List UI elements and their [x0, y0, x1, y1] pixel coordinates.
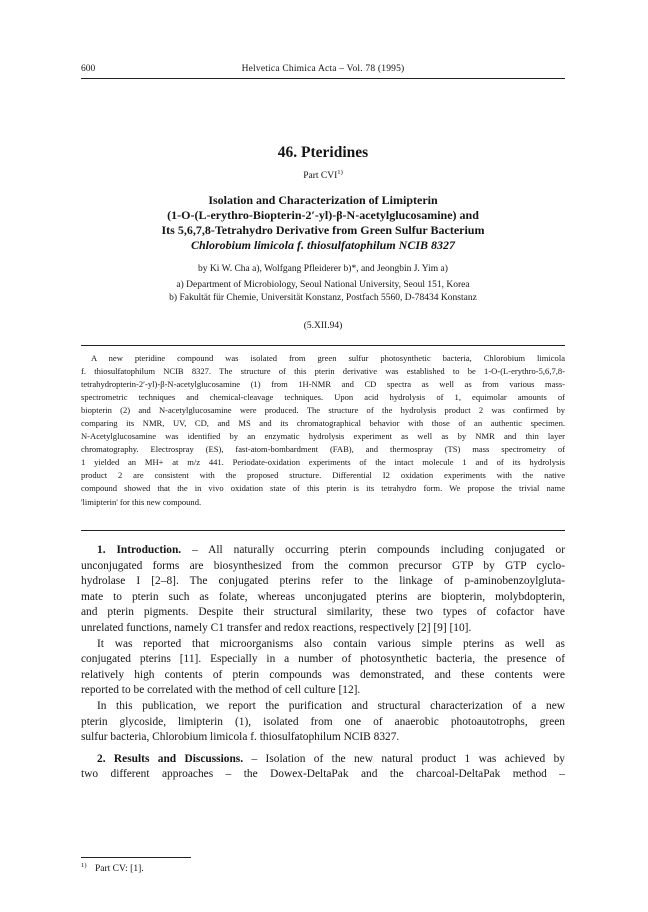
footnote-text: Part CV: [1].: [95, 864, 144, 874]
results-line: – Isolation of the new natural product 1 was achieved by: [251, 752, 565, 765]
part-footnote-mark: 1): [337, 169, 343, 176]
intro-line: unrelated functions, namely C1 transfer and redox reactions, respectively [2] [9] [10].: [81, 621, 472, 634]
abstract-line: f. thiosulfatophilum NCIB 8327. The structure of this pterin derivative was established to be 1-O-(L-erythro-5,6,7,8-: [81, 366, 565, 377]
abstract-line: chromatography. Electrospray (ES), fast-atom-bombardment (FAB), and thermospray (TS) mass spectrometry of: [81, 444, 565, 455]
abstract-line: product 2 are consistent with the proposed structure. Differential I2 oxidation experiments with the native: [81, 470, 565, 481]
abstract-line: tetrahydropterin-2′-yl)-β-N-acetylglucosamine (1) from 1H-NMR and CD spectra as well as from various mass-: [81, 379, 565, 390]
abstract-line: 1 yielded an MH+ at m/z 441. Periodate-oxidation experiments of the intact molecule 1 and of its hydrolysis: [81, 457, 565, 468]
abstract-line: 'limipterin' for this new compound.: [81, 496, 202, 507]
intro-line: In this publication, we report the purification and structural characterization of a new: [97, 699, 565, 712]
received-date: (5.XII.94): [303, 321, 343, 331]
journal-name: Helvetica Chimica Acta – Vol. 78 (1995): [241, 64, 405, 74]
intro-line: unconjugated forms are biosynthesized from the common precursor GTP by GTP cyclo-: [81, 559, 565, 572]
intro-line: – All naturally occurring pterin compounds including conjugated or: [192, 544, 565, 556]
abstract-line: comparing its NMR, UV, CD, and MS and its chromatographical behavior with those of an authentic specimen.: [81, 418, 565, 429]
abstract-line: compound showed that the in vivo oxidation state of this pterin is its tetrahydro form. We propose the trivial name: [81, 483, 565, 494]
part-label: Part CVI: [303, 171, 338, 181]
abstract-line: spectrometric techniques and chemical-cleavage techniques. Upon acid hydrolysis of 1, equimolar amounts of: [81, 392, 565, 403]
running-header: [81, 62, 565, 76]
abstract-line: A new pteridine compound was isolated from green sulfur photosynthetic bacteria, Chlorobium limicola: [91, 353, 565, 363]
part-line: [81, 170, 565, 182]
intro-line: relatively high contents of pterin compounds was demonstrated, and these contents were: [81, 668, 565, 681]
abstract-line: biopterin (2) and N-acetylglucosamine were produced. The structure of the hydrolysis product 2 was confirmed by: [81, 405, 565, 416]
intro-line: hydrolase I [2–8]. The conjugated pterins refer to the linkage of p-aminobenzoylgluta-: [81, 575, 565, 588]
abstract: [81, 352, 565, 509]
footnote: $^{1)}$ Part CV: [1].: [81, 862, 144, 874]
intro-first-line: [81, 543, 565, 559]
results-first-line: [81, 752, 565, 768]
affiliation-b: b) Fakultät für Chemie, Universität Konstanz, Postfach 5560, D-78434 Konstanz: [169, 293, 477, 303]
section-heading-introduction: 1. Introduction.: [97, 544, 182, 556]
footnote-rule: [81, 857, 191, 858]
abstract-line: N-Acetylglucosamine was identified by an enzymatic hydrolysis experiment as well as by NMR and thin layer: [81, 431, 565, 442]
article-title-line-2: (1-O-(L-erythro-Biopterin-2′-yl)-β-N-acetylglucosamine) and: [167, 208, 479, 222]
series-title: 46. Pteridines: [277, 144, 369, 161]
section-heading-results: 2. Results and Discussions.: [97, 752, 244, 765]
abstract-top-rule: [81, 345, 565, 346]
header-rule: [81, 78, 565, 79]
article-title-line-3: Its 5,6,7,8-Tetrahydro Derivative from Green Sulfur Bacterium: [161, 223, 485, 237]
intro-line: mate to pterin such as folate, whereas unconjugated pterins are biopterin, molybdopterin,: [81, 590, 565, 603]
abstract-bottom-rule: [81, 530, 565, 531]
intro-line: It was reported that microorganisms also contain various simple pterins as well as: [97, 637, 565, 650]
intro-line: sulfur bacteria, Chlorobium limicola f. thiosulfatophilum NCIB 8327.: [81, 731, 400, 744]
intro-line: pterin glycoside, limipterin (1), isolated from one of anaerobic photoautotrophs, green: [81, 715, 565, 728]
article-title-line-1: Isolation and Characterization of Limipterin: [208, 193, 438, 207]
author-list: by Ki W. Cha a), Wolfgang Pfleiderer b)*, and Jeongbin J. Yim a): [198, 264, 448, 274]
results-line: two different approaches – the Dowex-DeltaPak and the charcoal-DeltaPak method –: [81, 768, 565, 781]
intro-line: conjugated pterins [11]. Especially in a number of photosynthetic bacteria, the presence of: [81, 653, 565, 666]
body-text: [81, 543, 565, 783]
article-title-line-4: Chlorobium limicola f. thiosulfatophilum NCIB 8327: [190, 238, 456, 252]
affiliation-a: a) Department of Microbiology, Seoul National University, Seoul 151, Korea: [176, 280, 470, 290]
page-number: 600: [81, 64, 96, 74]
intro-line: and pterin pigments. Despite their structural similarity, these two types of cofactor have: [81, 606, 565, 619]
intro-line: reported to be correlated with the method of cell culture [12].: [81, 684, 361, 697]
